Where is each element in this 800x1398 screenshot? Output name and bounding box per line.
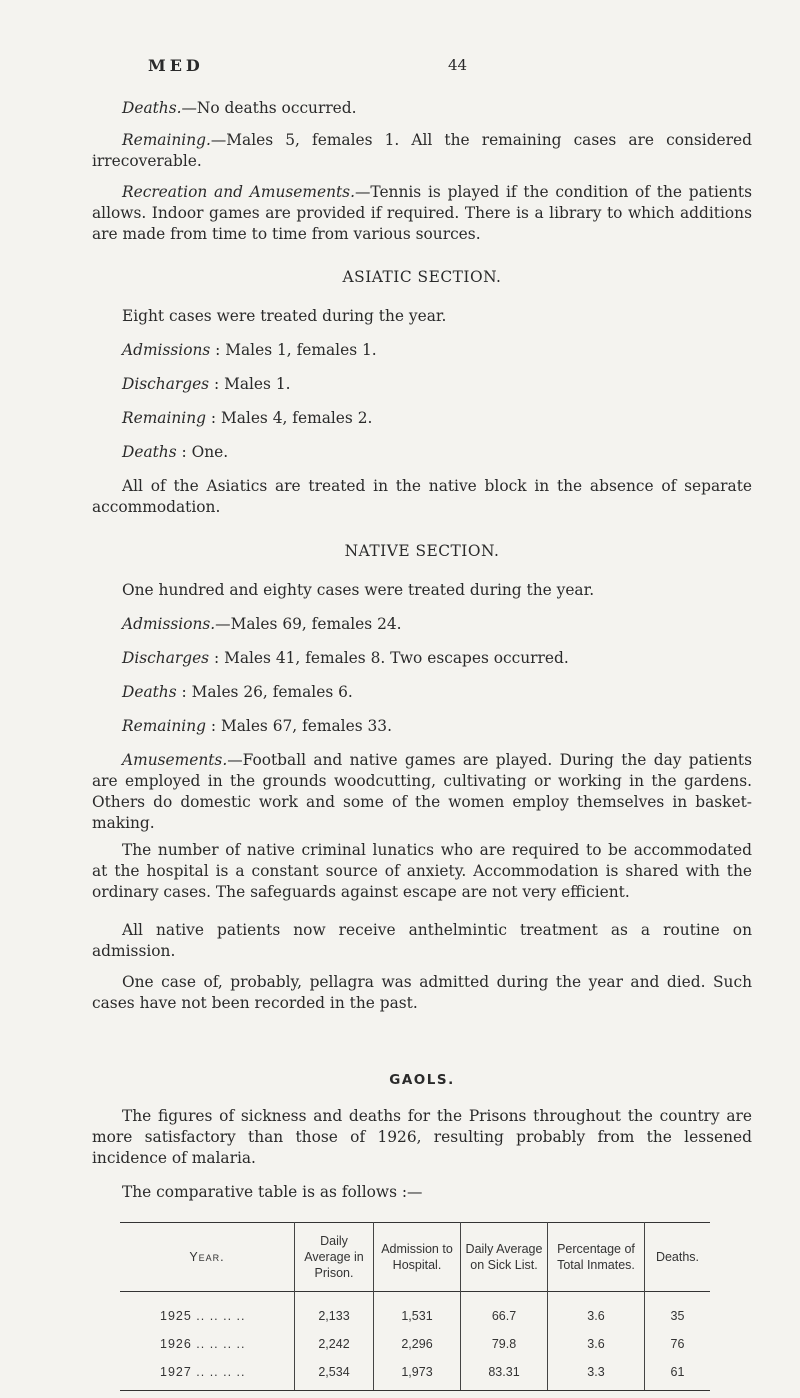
table-cell: 1926 .. .. .. .. [160,1337,246,1351]
column-header-daily-average-prison: Daily Average in Prison. [295,1223,374,1292]
table-cell: 83.31 [461,1358,548,1391]
native-discharges: Discharges : Males 41, females 8. Two escapes occurred. [122,649,569,667]
table-cell: 1927 .. .. .. .. [120,1358,295,1391]
table-cell: 66.7 [461,1292,548,1331]
table-row [120,1292,710,1331]
asiatic-closing: All of the Asiatics are treated in the native block in the absence of separate accommodation. [92,477,752,516]
pellagra-paragraph: One case of, probably, pellagra was admitted during the year and died. Such cases have not been recorded in the past. [92,973,752,1012]
native-section-heading: NATIVE SECTION. [344,542,500,560]
asiatic-deaths: Deaths : One. [122,443,229,461]
table-header-row [120,1223,710,1292]
recreation-paragraph: Recreation and Amusements.—Tennis is played if the condition of the patients allows. Indoor games are provided if required. There is a library to which additions are made from time to time from various sources. [92,183,752,243]
column-header-year: Year. [189,1250,225,1264]
asiatic-remaining: Remaining : Males 4, females 2. [122,409,373,427]
running-head: MED [148,56,204,75]
native-intro: One hundred and eighty cases were treated during the year. [122,581,595,599]
table-cell: 3.6 [548,1292,645,1331]
anthelmintic-paragraph: All native patients now receive anthelmintic treatment as a routine on admission. [92,921,752,960]
asiatic-discharges: Discharges : Males 1. [122,375,291,393]
gaols-paragraph: The figures of sickness and deaths for the Prisons throughout the country are more satisfactory than those of 1926, resulting probably from the lessened incidence of malaria. [92,1107,752,1167]
table-cell: 2,242 [295,1330,374,1358]
table-cell: 2,133 [295,1292,374,1331]
column-header-admission-hospital: Admission to Hospital. [374,1223,461,1292]
gaols-comparative-table [120,1222,710,1391]
page-header [148,56,718,80]
asiatic-section-heading: ASIATIC SECTION. [342,268,502,286]
table-cell: 3.3 [548,1358,645,1391]
gaols-heading: GAOLS. [389,1072,455,1088]
page-number: 44 [448,56,468,74]
criminal-lunatics-paragraph: The number of native criminal lunatics who are required to be accommodated at the hospital is a constant source of anxiety. Accommodation is shared with the ordinary cases. The safeguards against escape are not very efficient. [92,841,752,901]
table-row [120,1330,710,1358]
table-cell: 1,973 [374,1358,461,1391]
table-cell: 2,534 [295,1358,374,1391]
table-cell: 79.8 [461,1330,548,1358]
native-admissions: Admissions.—Males 69, females 24. [122,615,402,633]
remaining-paragraph: Remaining.—Males 5, females 1. All the remaining cases are considered irrecoverable. [92,131,752,170]
table-cell: 2,296 [374,1330,461,1358]
native-amusements: Amusements.—Football and native games are played. During the day patients are employed in the grounds woodcutting, cultivating or working in the gardens. Others do domestic work and some of the women employ themselves in basket-making. [92,751,752,832]
table-cell: 76 [645,1330,711,1358]
column-header-deaths: Deaths. [645,1223,711,1292]
table-cell: 1,531 [374,1292,461,1331]
comparative-table-intro: The comparative table is as follows :— [122,1183,423,1201]
column-header-percentage: Percentage of Total Inmates. [548,1223,645,1292]
native-remaining: Remaining : Males 67, females 33. [122,717,392,735]
table-cell: 35 [645,1292,711,1331]
asiatic-admissions: Admissions : Males 1, females 1. [122,341,377,359]
table-cell: 3.6 [548,1330,645,1358]
table-cell: 1925 .. .. .. .. [160,1309,246,1323]
native-deaths: Deaths : Males 26, females 6. [122,683,353,701]
table-row [120,1358,710,1391]
deaths-paragraph: Deaths.—No deaths occurred. [122,99,357,117]
column-header-daily-average-sick: Daily Average on Sick List. [461,1223,548,1292]
asiatic-intro: Eight cases were treated during the year. [122,307,447,325]
table-cell: 61 [645,1358,711,1391]
